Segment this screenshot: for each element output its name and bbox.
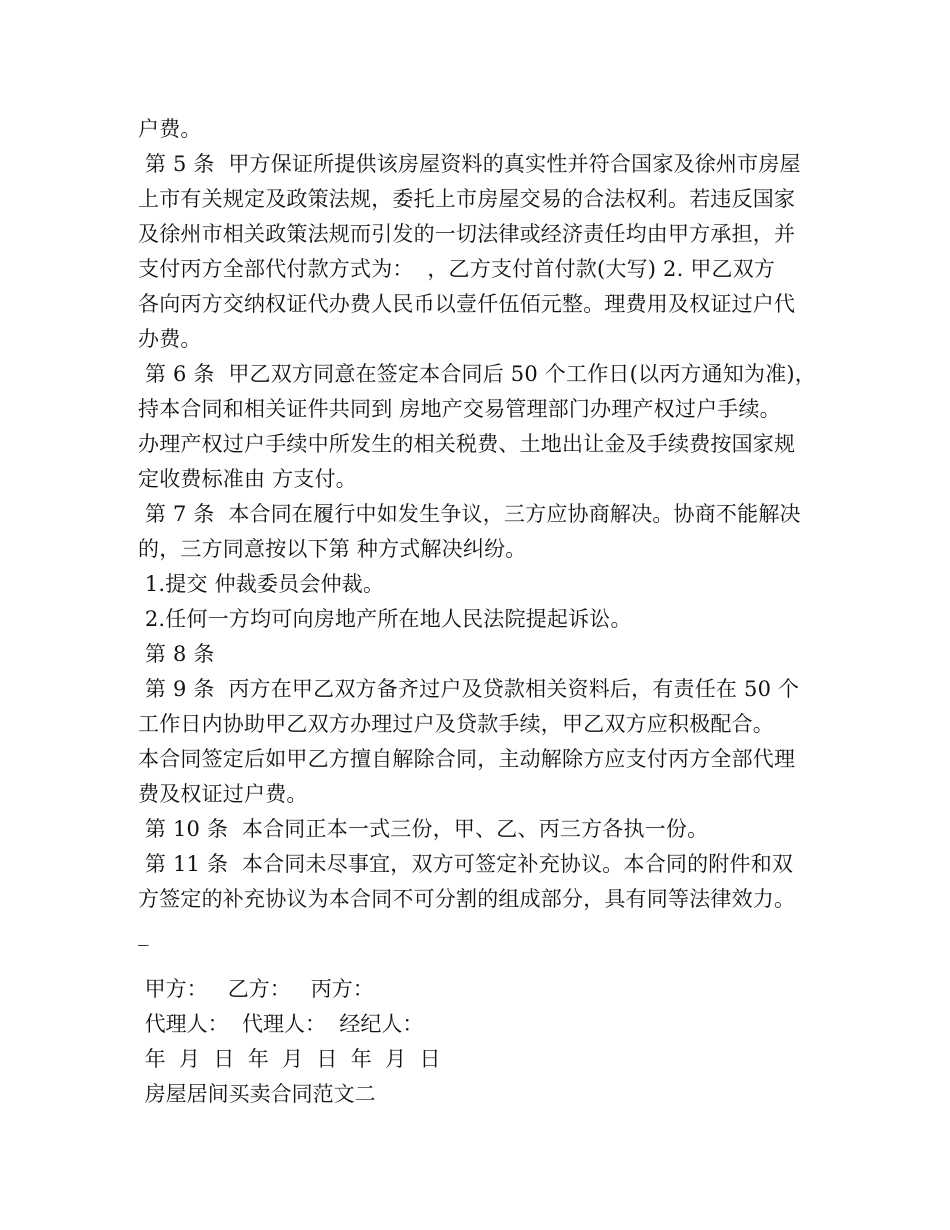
body-line: 第 7 条 本合同在履行中如发生争议，三方应协商解决。协商不能解决 bbox=[138, 502, 801, 526]
contract-body bbox=[138, 112, 818, 952]
body-line: 费及权证过户费。 bbox=[138, 782, 308, 806]
body-line: 方签定的补充协议为本合同不可分割的组成部分，具有同等法律效力。 bbox=[138, 887, 796, 911]
body-line: 办费。 bbox=[138, 327, 202, 351]
body-line: 1.提交 仲裁委员会仲裁。 bbox=[138, 572, 385, 596]
body-line: 办理产权过户手续中所发生的相关税费、土地出让金及手续费按国家规 bbox=[138, 432, 796, 456]
body-line: _ bbox=[138, 922, 149, 946]
dates-line: 年 月 日 年 月 日 年 月 日 bbox=[138, 1047, 441, 1071]
body-line: 第 9 条 丙方在甲乙双方备齐过户及贷款相关资料后，有责任在 50 个 bbox=[138, 677, 800, 701]
body-line: 各向丙方交纳权证代办费人民币以壹仟伍佰元整。理费用及权证过户代 bbox=[138, 292, 796, 316]
body-line: 第 11 条 本合同未尽事宜，双方可签定补充协议。本合同的附件和双 bbox=[138, 852, 794, 876]
body-line: 上市有关规定及政策法规，委托上市房屋交易的合法权利。若违反国家 bbox=[138, 187, 796, 211]
body-line: 户费。 bbox=[138, 117, 202, 141]
body-line: 第 8 条 bbox=[138, 642, 215, 666]
body-line: 的，三方同意按以下第 种方式解决纠纷。 bbox=[138, 537, 527, 561]
signature-block bbox=[138, 972, 818, 1112]
body-line: 持本合同和相关证件共同到 房地产交易管理部门办理产权过户手续。 bbox=[138, 397, 781, 421]
body-line: 及徐州市相关政策法规而引发的一切法律或经济责任均由甲方承担，并 bbox=[138, 222, 796, 246]
body-line: 2.任何一方均可向房地产所在地人民法院提起诉讼。 bbox=[138, 607, 632, 631]
body-line: 第 5 条 甲方保证所提供该房屋资料的真实性并符合国家及徐州市房屋 bbox=[138, 152, 801, 176]
parties-line: 甲方： 乙方： 丙方： bbox=[138, 977, 374, 1001]
body-line: 支付丙方全部代付款方式为： ，乙方支付首付款(大写) 2. 甲乙双方 bbox=[138, 257, 776, 281]
body-line: 本合同签定后如甲乙方擅自解除合同，主动解除方应支付丙方全部代理 bbox=[138, 747, 796, 771]
body-line: 第 6 条 甲乙双方同意在签定本合同后 50 个工作日(以丙方通知为准)， bbox=[138, 362, 816, 386]
body-line: 工作日内协助甲乙双方办理过户及贷款手续，甲乙双方应积极配合。 bbox=[138, 712, 774, 736]
next-section-title: 房屋居间买卖合同范文二 bbox=[138, 1082, 376, 1106]
body-line: 定收费标准由 方支付。 bbox=[138, 467, 357, 491]
agents-line: 代理人： 代理人： 经纪人： bbox=[138, 1012, 424, 1036]
body-line: 第 10 条 本合同正本一式三份，甲、乙、丙三方各执一份。 bbox=[138, 817, 709, 841]
